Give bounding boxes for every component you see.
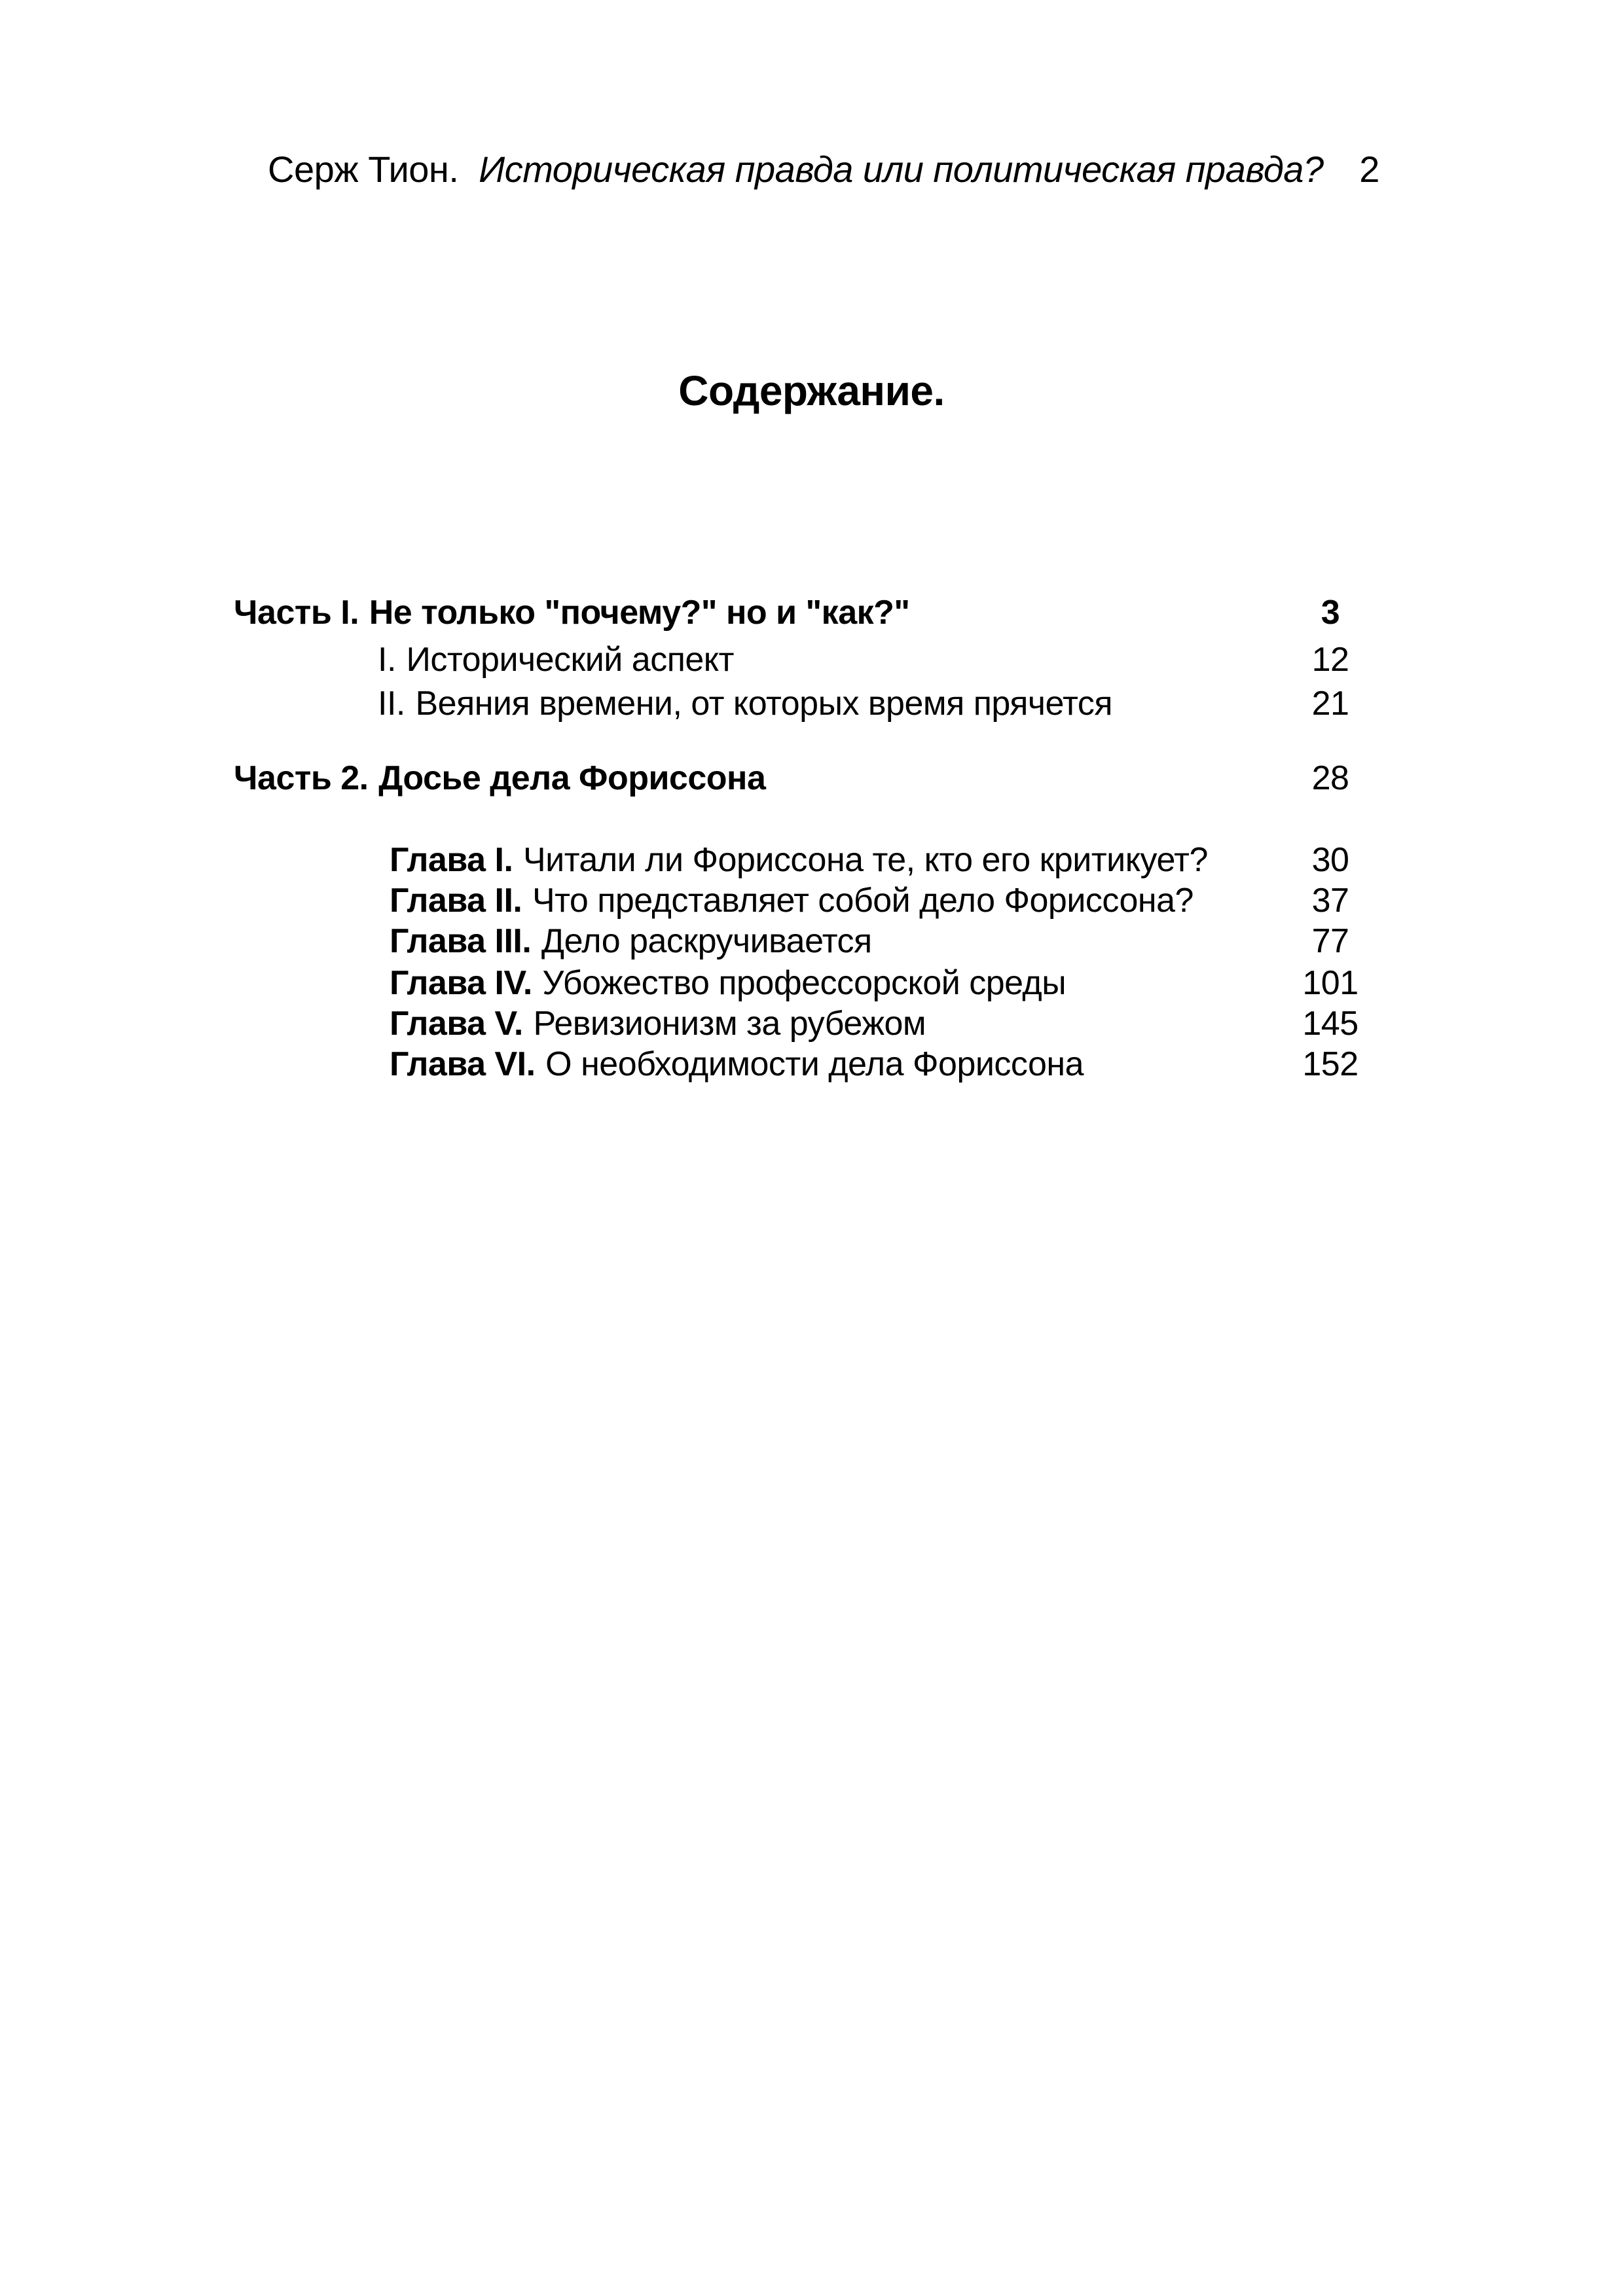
toc-entry-page-number: 21 <box>1311 685 1349 723</box>
toc-entry-prefix: Глава IV. <box>390 964 532 1002</box>
toc-entry-text: Досье дела Фориссона <box>378 759 766 797</box>
header-book-title: Историческая правда или политическая правда? <box>479 149 1324 190</box>
toc-entry-chapter-6 <box>390 1044 1376 1085</box>
toc-entry-title <box>390 840 1285 880</box>
toc-entry-chapter-5 <box>390 1003 1376 1044</box>
toc-entry-text: Дело раскручивается <box>541 922 872 960</box>
toc-entry-text: Не только "почему?" но и "как?" <box>369 594 910 632</box>
toc-entry-prefix: Глава III. <box>390 922 532 960</box>
header-page-number: 2 <box>1359 149 1379 190</box>
toc-entry-page-number: 37 <box>1311 882 1349 920</box>
toc-entry-part-2 <box>234 758 1376 798</box>
toc-entry-prefix: II. <box>378 685 405 723</box>
toc-entry-title <box>378 683 1285 724</box>
toc-entry-text: Ревизионизм за рубежом <box>533 1005 926 1043</box>
running-header-text <box>268 148 1324 190</box>
toc-entry-prefix: Глава V. <box>390 1005 523 1043</box>
toc-entry-chapter-1 <box>390 840 1376 880</box>
toc-entry-prefix: Глава VI. <box>390 1045 536 1083</box>
toc-entry-page-number: 77 <box>1311 922 1349 960</box>
toc-entry-text: Убожество профессорской среды <box>542 964 1067 1002</box>
toc-entry-prefix: Глава II. <box>390 882 522 920</box>
toc-entry-page-number: 12 <box>1311 641 1349 679</box>
toc-entry-page-number: 30 <box>1311 841 1349 879</box>
toc-entry-part-1 <box>234 592 1376 633</box>
toc-entry-title <box>234 592 1285 633</box>
toc-entry-text: О необходимости дела Фориссона <box>545 1045 1084 1083</box>
toc-entry-prefix: Часть I. <box>234 594 359 632</box>
toc-entry-title <box>378 639 1285 680</box>
toc-entry-chapter-3 <box>390 921 1376 961</box>
toc-entry-text: Веяния времени, от которых время прячется <box>415 685 1113 723</box>
toc-entry-text: Читали ли Фориссона те, кто его критикует? <box>522 841 1208 879</box>
toc-entry-title <box>390 1044 1285 1085</box>
toc-entry-prefix: Часть 2. <box>234 759 369 797</box>
toc-entry-chapter-4 <box>390 963 1376 1003</box>
toc-entry-sub-2 <box>378 683 1376 724</box>
toc-entry-title <box>390 1003 1285 1044</box>
toc-entry-chapter-2 <box>390 880 1376 921</box>
toc-entry-page-number: 152 <box>1302 1045 1359 1083</box>
toc-entry-page-number: 101 <box>1302 964 1359 1002</box>
toc-entry-page-number: 145 <box>1302 1005 1359 1043</box>
toc-entry-text: Что представляет собой дело Фориссона? <box>532 882 1194 920</box>
toc-entry-sub-1 <box>378 639 1376 680</box>
running-header <box>268 148 1379 190</box>
toc-entry-prefix: I. <box>378 641 396 679</box>
toc-entry-text: Исторический аспект <box>406 641 734 679</box>
toc-entry-prefix: Глава I. <box>390 841 513 879</box>
toc-entry-page-number: 28 <box>1311 759 1349 797</box>
toc-entry-page-number: 3 <box>1321 594 1340 632</box>
contents-heading: Содержание. <box>678 367 945 414</box>
toc-entry-title <box>390 921 1285 961</box>
toc-entry-title <box>390 880 1285 921</box>
header-author: Серж Тион. <box>268 149 459 190</box>
toc-entry-title <box>234 758 1285 798</box>
toc-entry-title <box>390 963 1285 1003</box>
